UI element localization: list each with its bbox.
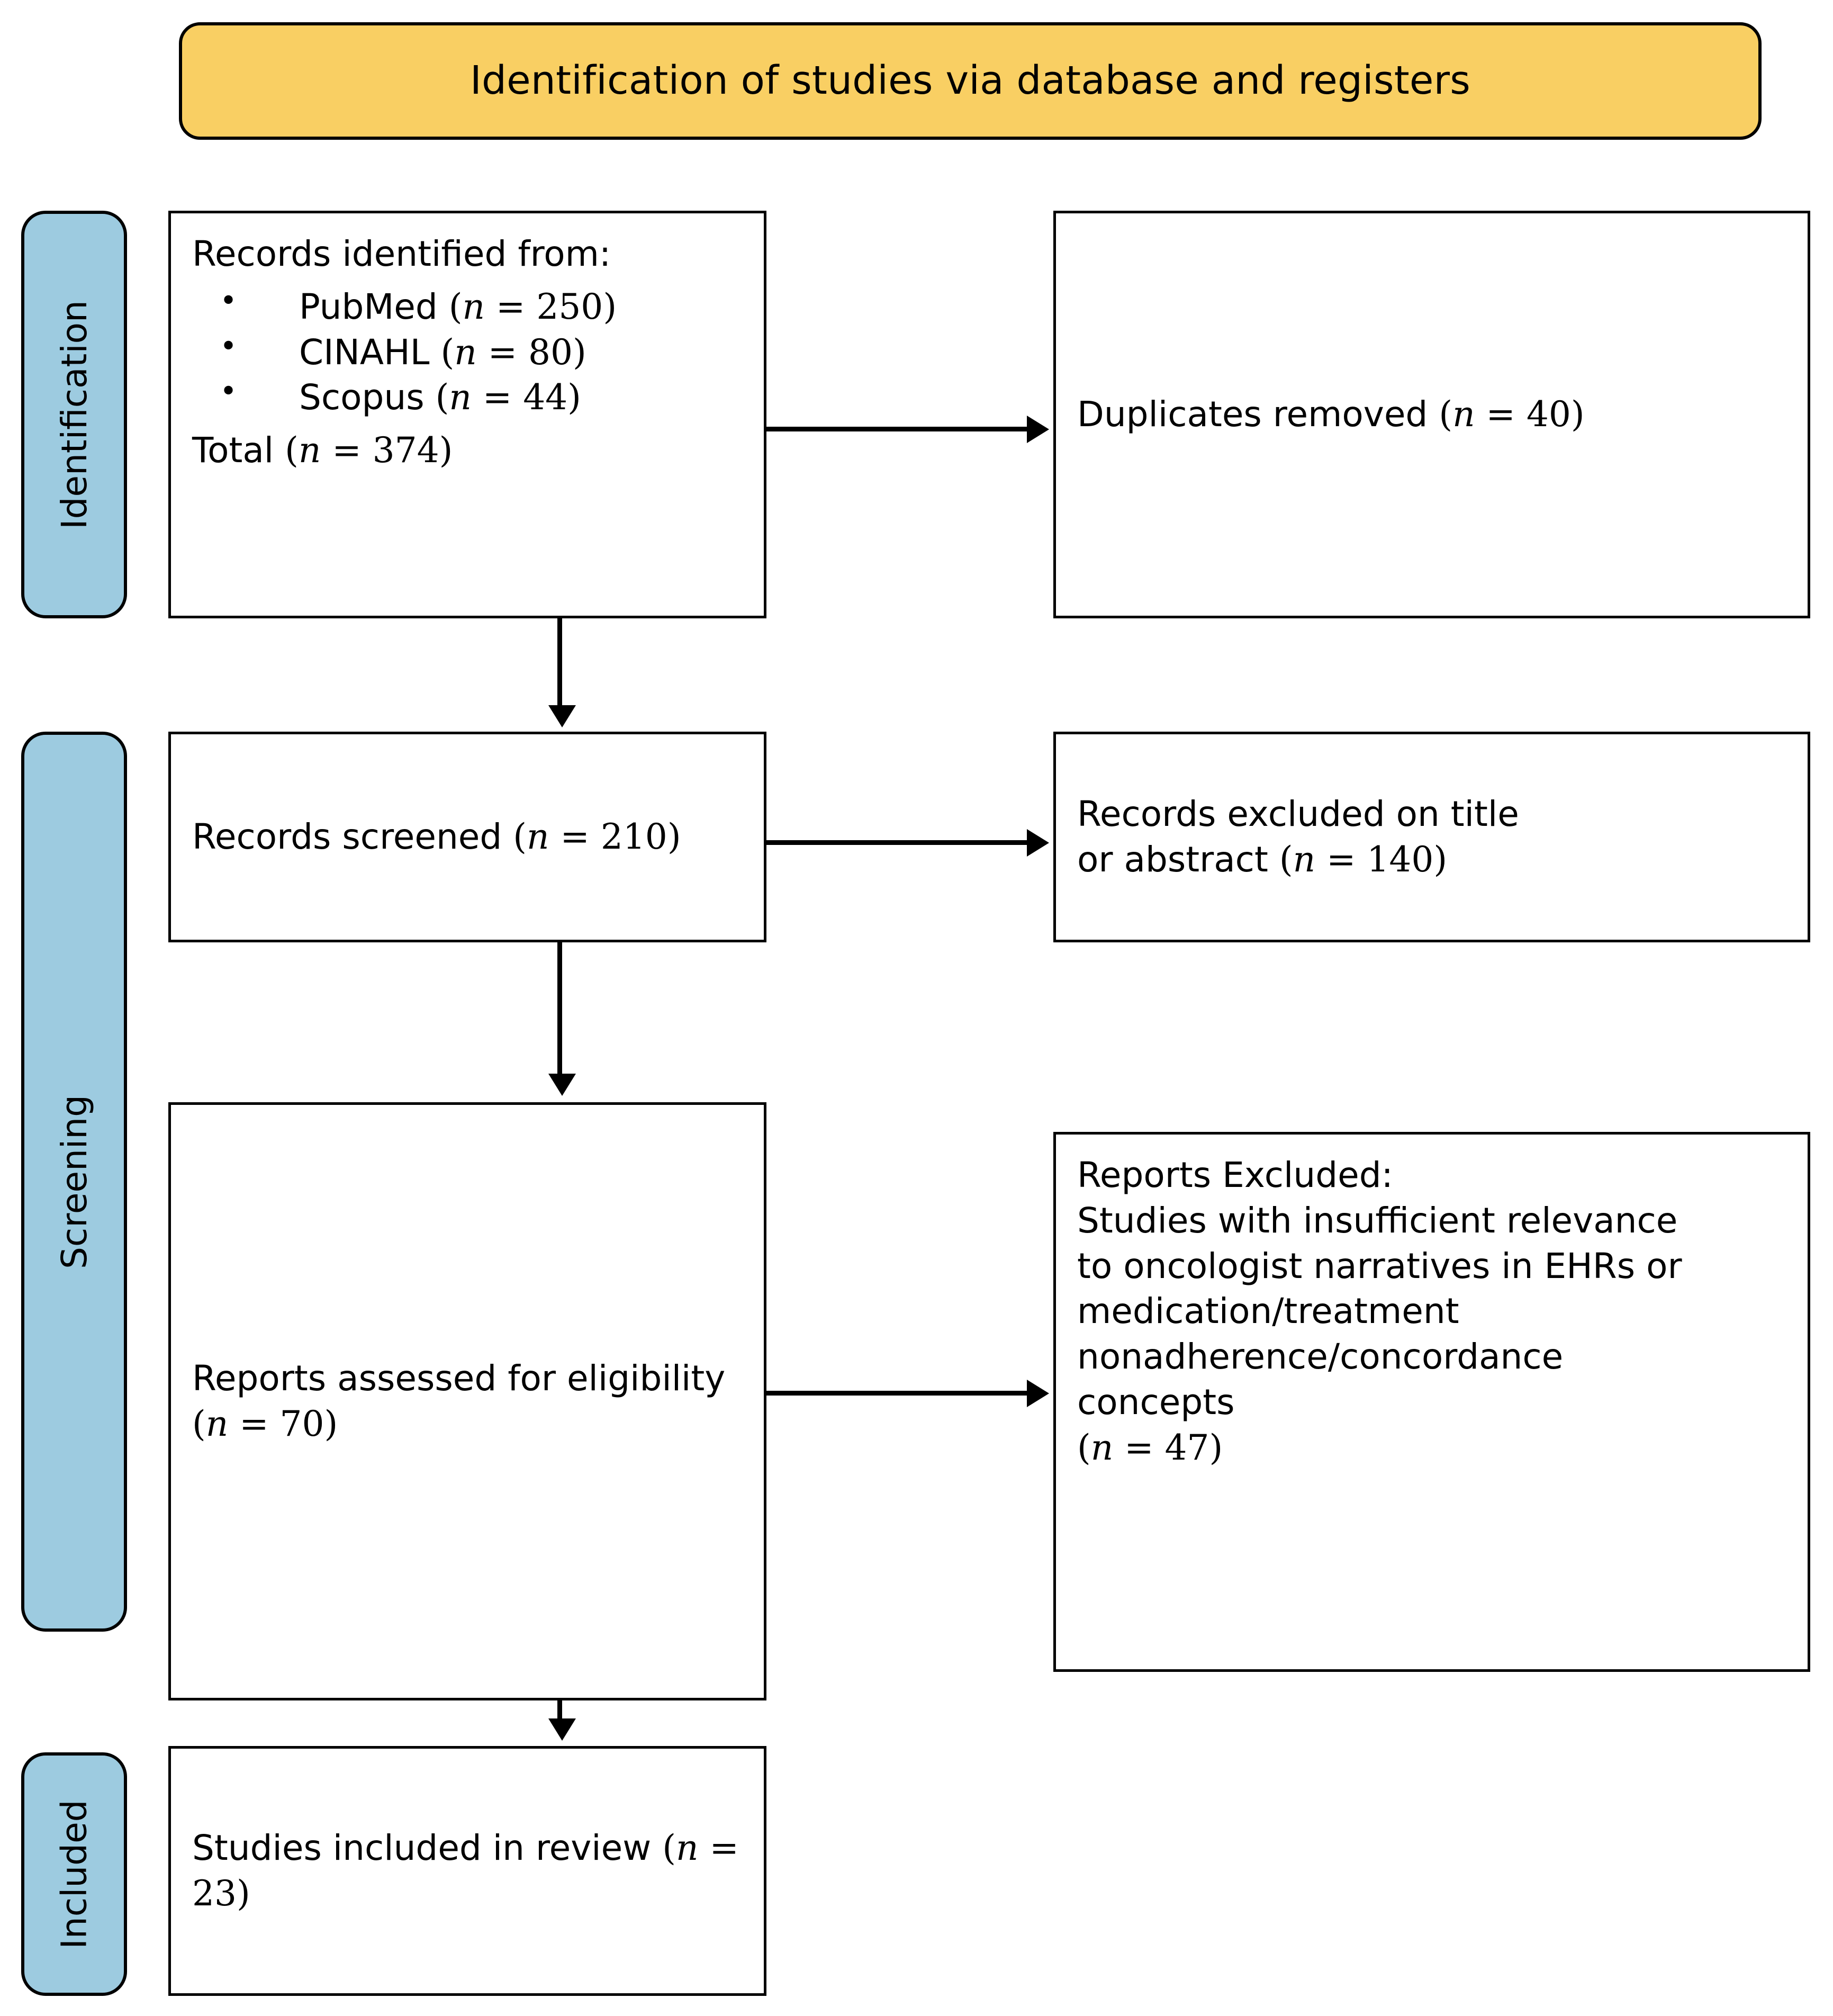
- box-records-identified: [168, 211, 766, 618]
- phase-label-screening-text: Screening: [53, 1094, 95, 1269]
- equals-symbol: =: [1475, 394, 1527, 435]
- box-reports-excluded: [1053, 1132, 1810, 1672]
- arrow-identified-to-duplicates: [766, 427, 1031, 431]
- records-screened-text: [192, 814, 743, 860]
- equals-symbol: =: [1315, 839, 1367, 880]
- paren-open: (: [1279, 839, 1293, 880]
- reports-excluded-count: 47: [1164, 1427, 1209, 1468]
- reports-excluded-line-1: Studies with insufficient relevance: [1077, 1200, 1678, 1241]
- box-records-screened: [168, 732, 766, 942]
- paren-close: ): [1433, 839, 1448, 880]
- total-count: 374: [372, 430, 439, 471]
- equals-symbol: =: [698, 1828, 739, 1869]
- paren-open: (: [1077, 1427, 1091, 1468]
- n-symbol: n: [298, 430, 321, 471]
- equals-symbol: =: [228, 1403, 280, 1444]
- arrowhead-eligibility-to-included: [548, 1718, 576, 1741]
- diagram-title-banner: [179, 22, 1762, 140]
- reports-excluded-line-3: medication/treatment: [1077, 1291, 1459, 1332]
- paren-close: ): [667, 816, 681, 858]
- source-name: PubMed: [299, 286, 438, 327]
- box-reports-assessed-eligibility: [168, 1102, 766, 1700]
- reports-excluded-line-5: concepts: [1077, 1381, 1235, 1423]
- phase-label-identification-text: Identification: [53, 300, 95, 529]
- arrowhead-screened-to-excluded: [1027, 829, 1049, 857]
- source-count: 44: [523, 377, 568, 418]
- paren-close: ): [439, 430, 453, 471]
- paren-open: (: [192, 1403, 206, 1444]
- reports-excluded-line-2: to oncologist narratives in EHRs or: [1077, 1245, 1682, 1286]
- reports-excluded-count-line: [1077, 1425, 1786, 1471]
- records-excluded-line2-label: or abstract: [1077, 839, 1268, 880]
- phase-label-screening: [21, 732, 127, 1632]
- arrow-screened-to-excluded: [766, 840, 1031, 845]
- equals-symbol: =: [485, 286, 537, 327]
- arrow-screened-to-eligibility: [557, 942, 562, 1078]
- n-symbol: n: [675, 1828, 699, 1869]
- paren-close: ): [603, 286, 617, 327]
- source-count: 250: [536, 286, 603, 327]
- records-identified-total: [192, 428, 743, 473]
- duplicates-removed-text: [1077, 392, 1786, 437]
- paren-open: (: [1439, 394, 1453, 435]
- studies-included-text: [192, 1825, 743, 1916]
- n-symbol: n: [1452, 394, 1475, 435]
- paren-close: ): [1570, 394, 1585, 435]
- duplicates-removed-label: Duplicates removed: [1077, 394, 1428, 435]
- paren-close: ): [324, 1403, 338, 1444]
- paren-open: (: [435, 377, 449, 418]
- n-symbol: n: [527, 816, 549, 858]
- list-item: [220, 284, 743, 330]
- phase-label-identification: [21, 211, 127, 618]
- equals-symbol: =: [549, 816, 601, 858]
- paren-open: (: [662, 1828, 676, 1869]
- arrowhead-identified-to-screened: [548, 705, 576, 727]
- source-name: CINAHL: [299, 331, 430, 373]
- records-excluded-line2: [1077, 837, 1786, 883]
- arrow-eligibility-to-reports-excluded: [766, 1391, 1031, 1396]
- list-item: [220, 330, 743, 375]
- studies-included-label: Studies included in review: [192, 1828, 652, 1869]
- equals-symbol: =: [476, 331, 528, 373]
- n-symbol: n: [1090, 1427, 1114, 1468]
- records-screened-label: Records screened: [192, 816, 502, 858]
- records-identified-source-list: [192, 284, 743, 420]
- records-excluded-count: 140: [1367, 839, 1434, 880]
- reports-excluded-line-4: nonadherence/concordance: [1077, 1336, 1564, 1378]
- arrowhead-eligibility-to-reports-excluded: [1027, 1380, 1049, 1407]
- studies-included-count: 23: [192, 1873, 237, 1914]
- paren-open: (: [448, 286, 463, 327]
- arrowhead-identified-to-duplicates: [1027, 416, 1049, 443]
- records-screened-count: 210: [600, 816, 667, 858]
- duplicates-removed-count: 40: [1526, 394, 1571, 435]
- paren-close: ): [572, 331, 586, 373]
- diagram-title: Identification of studies via database and registers: [469, 58, 1471, 104]
- phase-label-included-text: Included: [53, 1799, 95, 1949]
- total-label: Total: [192, 430, 274, 471]
- arrowhead-screened-to-eligibility: [548, 1074, 576, 1096]
- n-symbol: n: [205, 1403, 229, 1444]
- reports-assessed-count: 70: [279, 1403, 324, 1444]
- equals-symbol: =: [1113, 1427, 1165, 1468]
- n-symbol: n: [454, 331, 477, 373]
- source-name: Scopus: [299, 377, 425, 418]
- list-item: [220, 375, 743, 420]
- box-duplicates-removed: [1053, 211, 1810, 618]
- arrow-identified-to-screened: [557, 618, 562, 709]
- n-symbol: n: [1293, 839, 1316, 880]
- equals-symbol: =: [321, 430, 373, 471]
- paren-close: ): [1209, 1427, 1223, 1468]
- n-symbol: n: [462, 286, 485, 327]
- equals-symbol: =: [471, 377, 523, 418]
- paren-close: ): [567, 377, 581, 418]
- paren-open: (: [285, 430, 299, 471]
- phase-label-included: [21, 1752, 127, 1996]
- reports-excluded-heading: Reports Excluded:: [1077, 1155, 1393, 1195]
- paren-open: (: [440, 331, 455, 373]
- n-symbol: n: [449, 377, 472, 418]
- records-excluded-line1: Records excluded on title: [1077, 794, 1519, 835]
- box-records-excluded-title-abstract: [1053, 732, 1810, 942]
- paren-open: (: [513, 816, 527, 858]
- source-count: 80: [528, 331, 573, 373]
- box-studies-included: [168, 1746, 766, 1996]
- records-identified-heading: Records identified from:: [192, 233, 611, 274]
- reports-assessed-count-line: [192, 1401, 743, 1447]
- paren-close: ): [236, 1873, 250, 1914]
- reports-assessed-label: Reports assessed for eligibility: [192, 1358, 726, 1399]
